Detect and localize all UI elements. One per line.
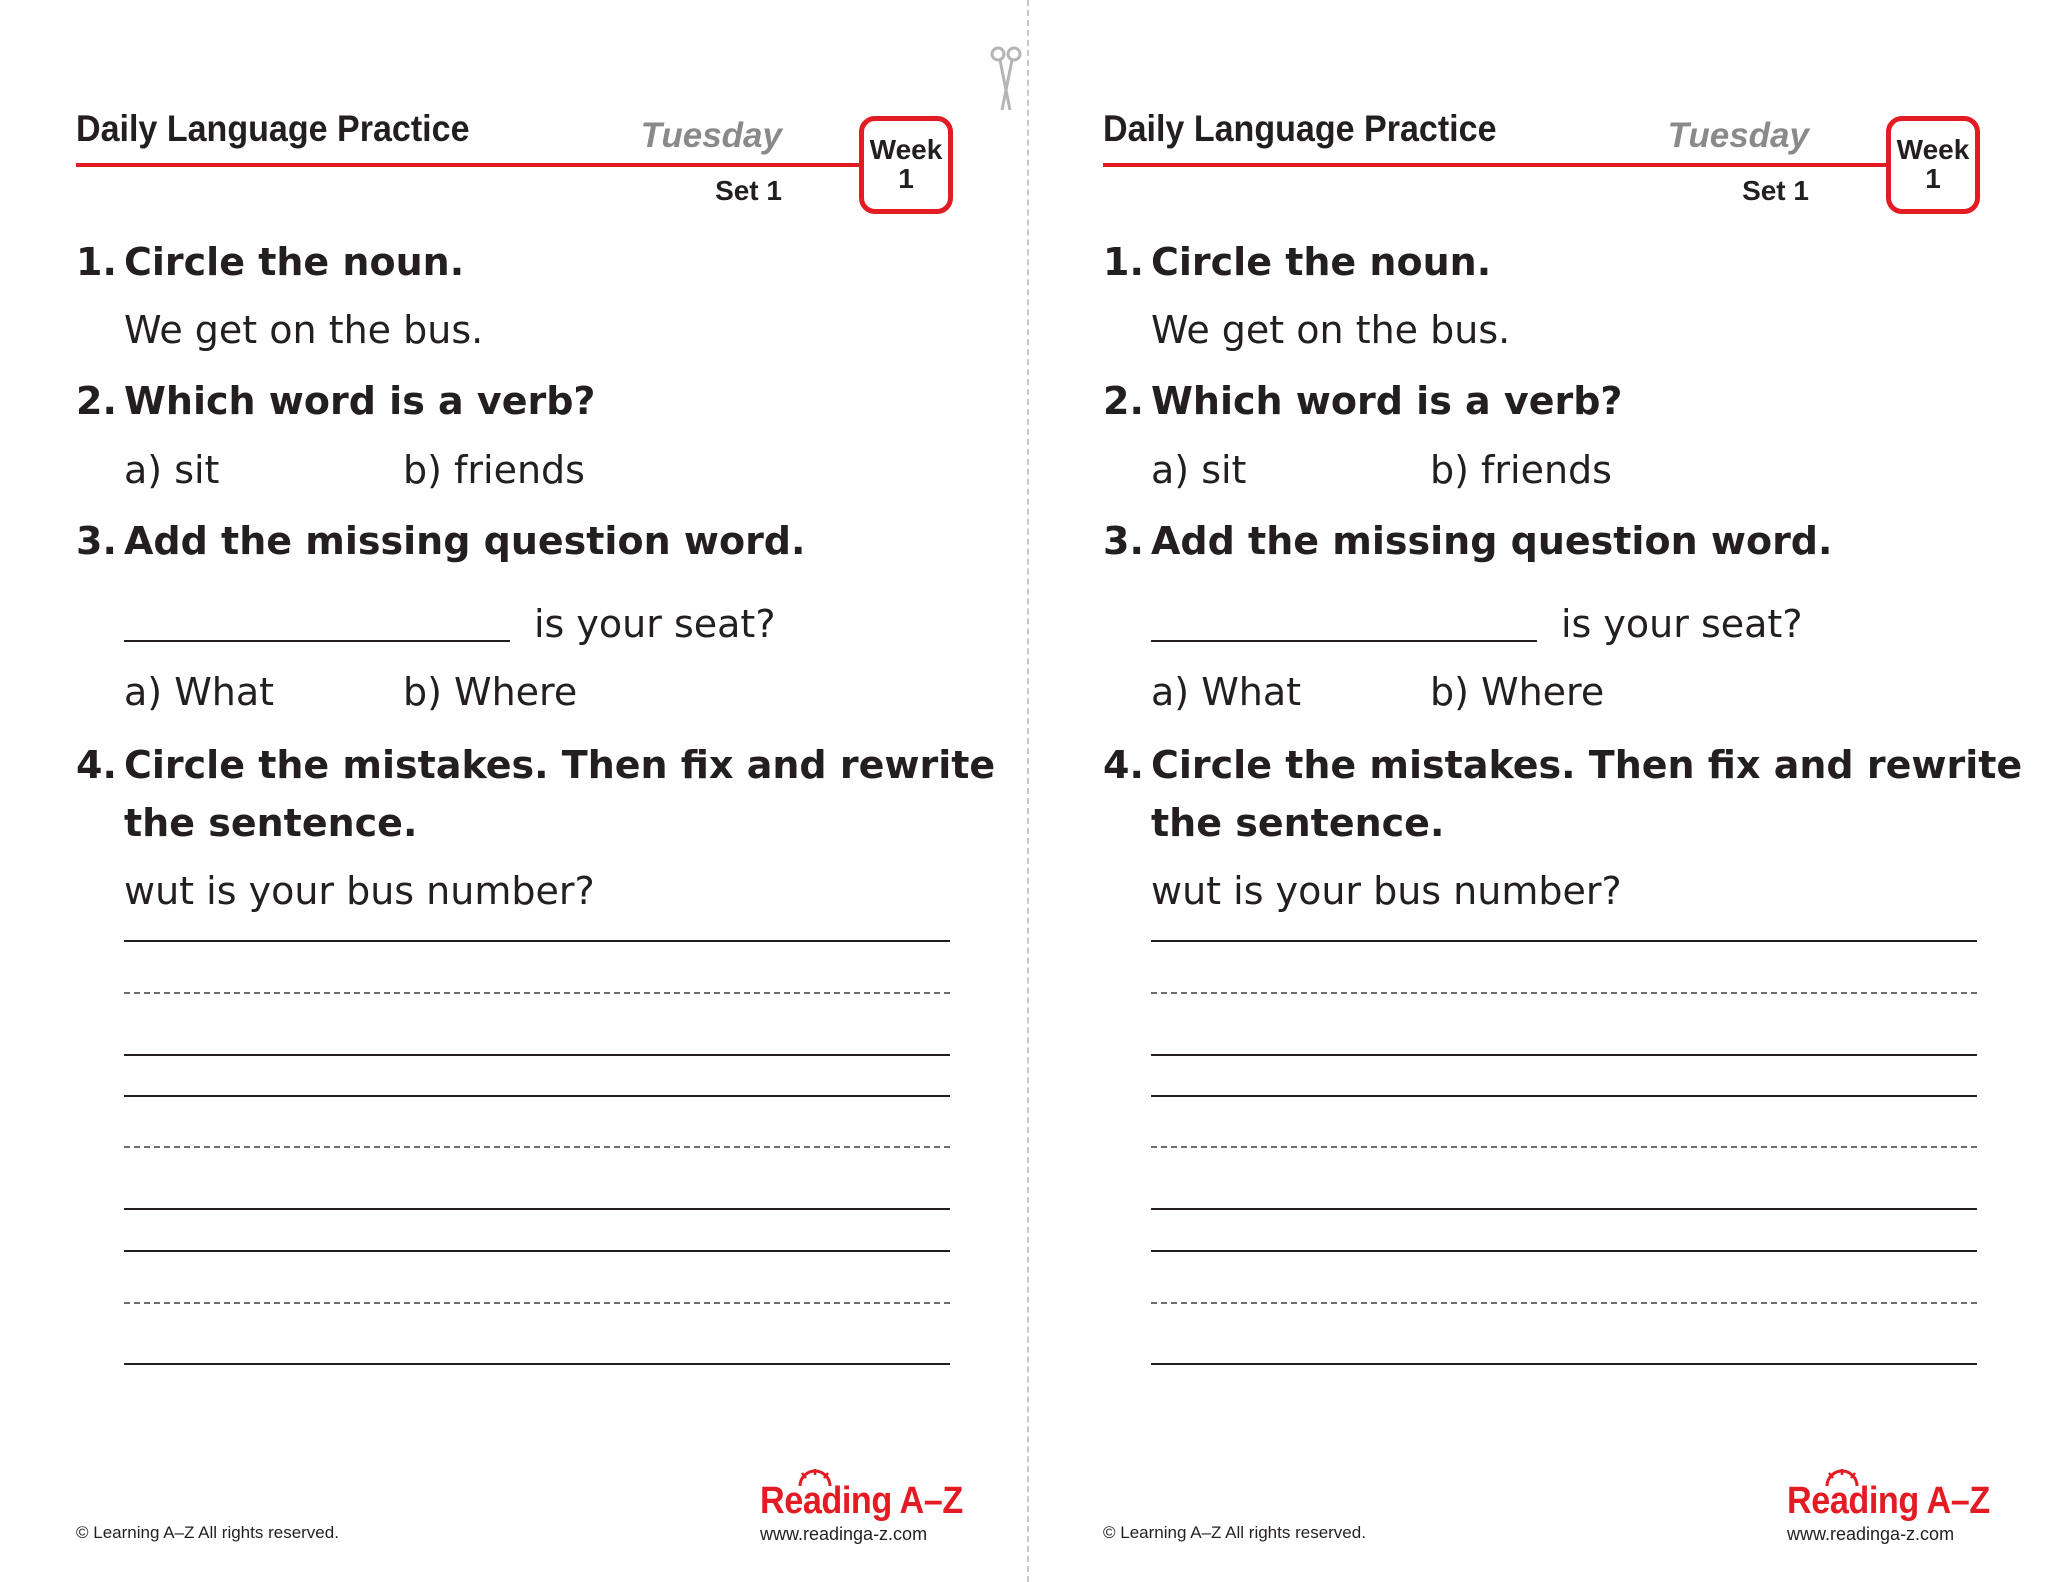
writing-baseline: [1151, 1208, 1977, 1210]
reading-az-logo: [760, 1468, 963, 1544]
question-4: [76, 743, 995, 787]
writing-line[interactable]: [124, 1095, 950, 1097]
question-number: 4.: [76, 743, 117, 787]
week-number: 1: [1925, 163, 1941, 194]
question-prompt: Circle the mistakes. Then fix and rewrite: [124, 743, 996, 787]
question-1-sentence: We get on the bus.: [1151, 308, 1511, 352]
header-rule: [1103, 163, 1898, 167]
question-prompt: Add the missing question word.: [124, 519, 806, 563]
worksheet-title: Daily Language Practice: [1103, 108, 1497, 149]
question-3-sentence: is your seat?: [534, 602, 776, 646]
worksheet-right: [1103, 0, 2023, 1582]
question-number: 4.: [1103, 743, 1144, 787]
writing-line[interactable]: [124, 940, 950, 942]
cut-line: [1027, 0, 1029, 1582]
brand-url[interactable]: www.readinga-z.com: [1787, 1524, 1955, 1544]
writing-midline: [1151, 1302, 1977, 1304]
writing-baseline: [124, 1054, 950, 1056]
writing-line[interactable]: [1151, 1250, 1977, 1252]
question-number: 1.: [76, 240, 117, 284]
option-b[interactable]: b) Where: [1430, 670, 1605, 714]
question-3: [76, 519, 805, 563]
question-prompt: Add the missing question word.: [1151, 519, 1833, 563]
question-1-sentence: We get on the bus.: [124, 308, 484, 352]
writing-baseline: [124, 1363, 950, 1365]
week-label: Week: [1896, 134, 1970, 165]
option-a[interactable]: a) What: [1151, 670, 1302, 714]
reading-az-logo: [1787, 1468, 1990, 1544]
question-4-prompt-cont: the sentence.: [1151, 801, 1445, 845]
week-label: Week: [869, 134, 943, 165]
question-prompt: Which word is a verb?: [1151, 379, 1623, 423]
copyright: © Learning A–Z All rights reserved.: [76, 1523, 339, 1542]
week-number: 1: [898, 163, 914, 194]
question-3: [1103, 519, 1832, 563]
question-number: 2.: [1103, 379, 1144, 423]
option-a[interactable]: a) What: [124, 670, 275, 714]
question-prompt: Which word is a verb?: [124, 379, 596, 423]
writing-line[interactable]: [1151, 1095, 1977, 1097]
day-label: Tuesday: [1667, 116, 1809, 155]
writing-midline: [124, 992, 950, 994]
option-b[interactable]: b) friends: [1430, 448, 1612, 492]
writing-baseline: [1151, 1054, 1977, 1056]
question-number: 1.: [1103, 240, 1144, 284]
question-1: [1103, 240, 1491, 284]
option-b[interactable]: b) friends: [403, 448, 585, 492]
week-badge: [859, 116, 953, 214]
copyright: © Learning A–Z All rights reserved.: [1103, 1523, 1366, 1542]
question-prompt: Circle the noun.: [124, 240, 465, 284]
answer-blank[interactable]: [124, 640, 510, 642]
question-3-sentence: is your seat?: [1561, 602, 1803, 646]
question-prompt: Circle the mistakes. Then fix and rewrite: [1151, 743, 2023, 787]
question-4-sentence: wut is your bus number?: [124, 869, 595, 913]
worksheet-title: Daily Language Practice: [76, 108, 470, 149]
brand-url[interactable]: www.readinga-z.com: [760, 1524, 928, 1544]
scissors-icon: [986, 44, 1026, 114]
header-rule: [76, 163, 871, 167]
writing-baseline: [1151, 1363, 1977, 1365]
answer-blank[interactable]: [1151, 640, 1537, 642]
question-prompt: Circle the noun.: [1151, 240, 1492, 284]
writing-line[interactable]: [1151, 940, 1977, 942]
question-4-prompt-cont: the sentence.: [124, 801, 418, 845]
question-4: [1103, 743, 2022, 787]
day-label: Tuesday: [640, 116, 782, 155]
set-label: Set 1: [715, 175, 782, 206]
question-1: [76, 240, 464, 284]
writing-midline: [1151, 992, 1977, 994]
week-badge: [1886, 116, 1980, 214]
question-number: 3.: [1103, 519, 1144, 563]
brand-name: Reading A–Z: [1787, 1480, 1990, 1522]
question-2: [76, 379, 595, 423]
writing-midline: [1151, 1146, 1977, 1148]
question-number: 3.: [76, 519, 117, 563]
worksheet-left: [76, 0, 996, 1582]
question-number: 2.: [76, 379, 117, 423]
option-a[interactable]: a) sit: [1151, 448, 1247, 492]
brand-name: Reading A–Z: [760, 1480, 963, 1522]
option-b[interactable]: b) Where: [403, 670, 578, 714]
writing-line[interactable]: [124, 1250, 950, 1252]
question-2: [1103, 379, 1622, 423]
question-4-sentence: wut is your bus number?: [1151, 869, 1622, 913]
set-label: Set 1: [1742, 175, 1809, 206]
writing-midline: [124, 1146, 950, 1148]
option-a[interactable]: a) sit: [124, 448, 220, 492]
writing-midline: [124, 1302, 950, 1304]
writing-baseline: [124, 1208, 950, 1210]
